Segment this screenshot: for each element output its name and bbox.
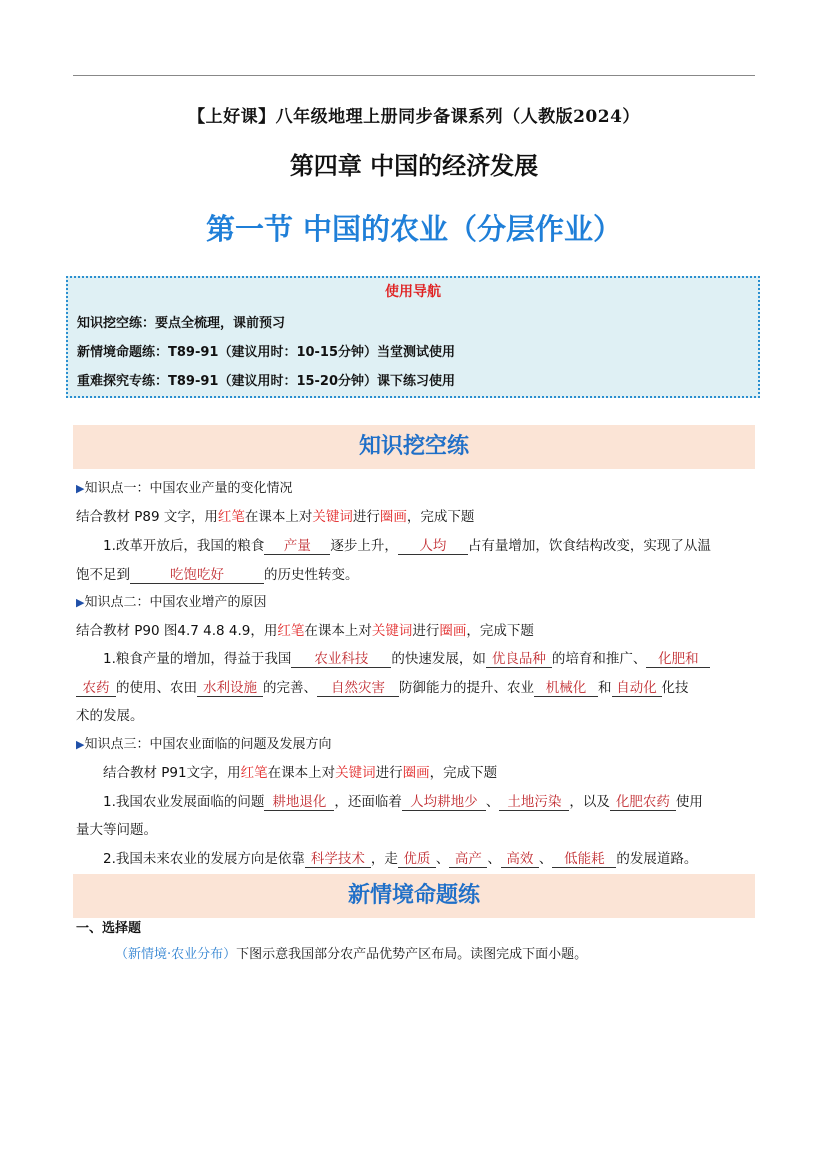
answer-blank: 机械化 xyxy=(534,676,598,697)
knowledge-point-1 xyxy=(76,477,292,496)
kp2-instruction: 结合教材 P90 图4.7 4.8 4.9，用红笔在课本上对关键词进行圈画，完成下题 xyxy=(76,623,534,639)
nav-title: 使用导航 xyxy=(385,284,441,300)
header-rule xyxy=(73,75,755,76)
answer-blank: 人均 xyxy=(398,534,468,555)
context-tag: （新情境·农业分布） xyxy=(115,947,237,962)
kp1-question-cont: 饱不足到 吃饱吃好 的历史性转变。 xyxy=(76,563,359,584)
kp-title: 知识点三：中国农业面临的问题及发展方向 xyxy=(84,737,332,752)
triangle-icon: ▶ xyxy=(76,482,85,495)
question-context xyxy=(115,943,587,962)
kp2-question: 1.粮食产量的增加，得益于我国 农业科技 的快速发展，如 优良品种 的培育和推广、 化肥和 xyxy=(103,647,710,668)
answer-blank: 化肥和 xyxy=(646,647,710,668)
answer-blank: 优质 xyxy=(398,847,436,868)
answer-blank: 吃饱吃好 xyxy=(130,563,264,584)
triangle-icon: ▶ xyxy=(76,596,85,609)
series-title: 【上好课】八年级地理上册同步备课系列（人教版2024） xyxy=(188,107,640,127)
kp-title: 知识点二：中国农业增产的原因 xyxy=(84,595,267,610)
section-banner-knowledge: 知识挖空练 xyxy=(73,425,755,469)
answer-blank: 化肥农药 xyxy=(610,790,676,811)
nav-line: 知识挖空练：要点全梳理，课前预习 xyxy=(77,316,286,331)
knowledge-point-2 xyxy=(76,591,266,610)
triangle-icon: ▶ xyxy=(76,738,85,751)
context-text: 下图示意我国部分农产品优势产区布局。读图完成下面小题。 xyxy=(236,947,588,962)
answer-blank: 人均耕地少 xyxy=(402,790,486,811)
kp-title: 知识点一：中国农业产量的变化情况 xyxy=(84,481,293,496)
kp1-instruction: 结合教材 P89 文字，用红笔在课本上对关键词进行圈画，完成下题 xyxy=(76,509,475,525)
answer-blank: 优良品种 xyxy=(486,647,552,668)
nav-line: 新情境命题练：T89-91（建议用时：10-15分钟）当堂测试使用 xyxy=(77,345,456,360)
kp2-question-cont: 农药 的使用、农田 水利设施 的完善、 自然灾害 防御能力的提升、农业 机械化 和 自动化 化技 xyxy=(76,676,689,697)
answer-blank: 水利设施 xyxy=(197,676,263,697)
nav-line: 重难探究专练：T89-91（建议用时：15-20分钟）课下练习使用 xyxy=(77,374,456,389)
question-type-heading: 一、选择题 xyxy=(76,921,142,936)
answer-blank: 产量 xyxy=(264,534,330,555)
kp3-question-2: 2.我国未来农业的发展方向是依靠 科学技术 ，走 优质 、 高产 、 高效 、 低能耗 的发展道路。 xyxy=(103,847,697,868)
answer-blank: 高产 xyxy=(449,847,487,868)
answer-blank: 自动化 xyxy=(612,676,662,697)
answer-blank: 高效 xyxy=(501,847,539,868)
kp3-instruction: 结合教材 P91文字，用红笔在课本上对关键词进行圈画，完成下题 xyxy=(103,765,498,781)
answer-blank: 农业科技 xyxy=(291,647,391,668)
kp3-question-1: 1.我国农业发展面临的问题 耕地退化 ，还面临着 人均耕地少 、 土地污染 ，以及 化肥农药 使用 xyxy=(103,790,703,811)
kp1-question: 1.改革开放后，我国的粮食 产量 逐步上升， 人均 占有量增加，饮食结构改变，实现了从温 xyxy=(103,534,711,555)
answer-blank: 耕地退化 xyxy=(264,790,334,811)
usage-navigation-box xyxy=(66,276,760,398)
answer-blank: 科学技术 xyxy=(305,847,371,868)
section-banner-new-context: 新情境命题练 xyxy=(73,874,755,918)
answer-blank: 低能耗 xyxy=(552,847,616,868)
kp3-question-1-cont: 量大等问题。 xyxy=(76,822,157,838)
answer-blank: 土地污染 xyxy=(499,790,569,811)
kp2-question-end: 术的发展。 xyxy=(76,708,144,724)
knowledge-point-3 xyxy=(76,733,331,752)
chapter-title: 第四章 中国的经济发展 xyxy=(289,152,539,180)
answer-blank: 农药 xyxy=(76,676,116,697)
answer-blank: 自然灾害 xyxy=(317,676,399,697)
section-title: 第一节 中国的农业（分层作业） xyxy=(205,212,623,246)
